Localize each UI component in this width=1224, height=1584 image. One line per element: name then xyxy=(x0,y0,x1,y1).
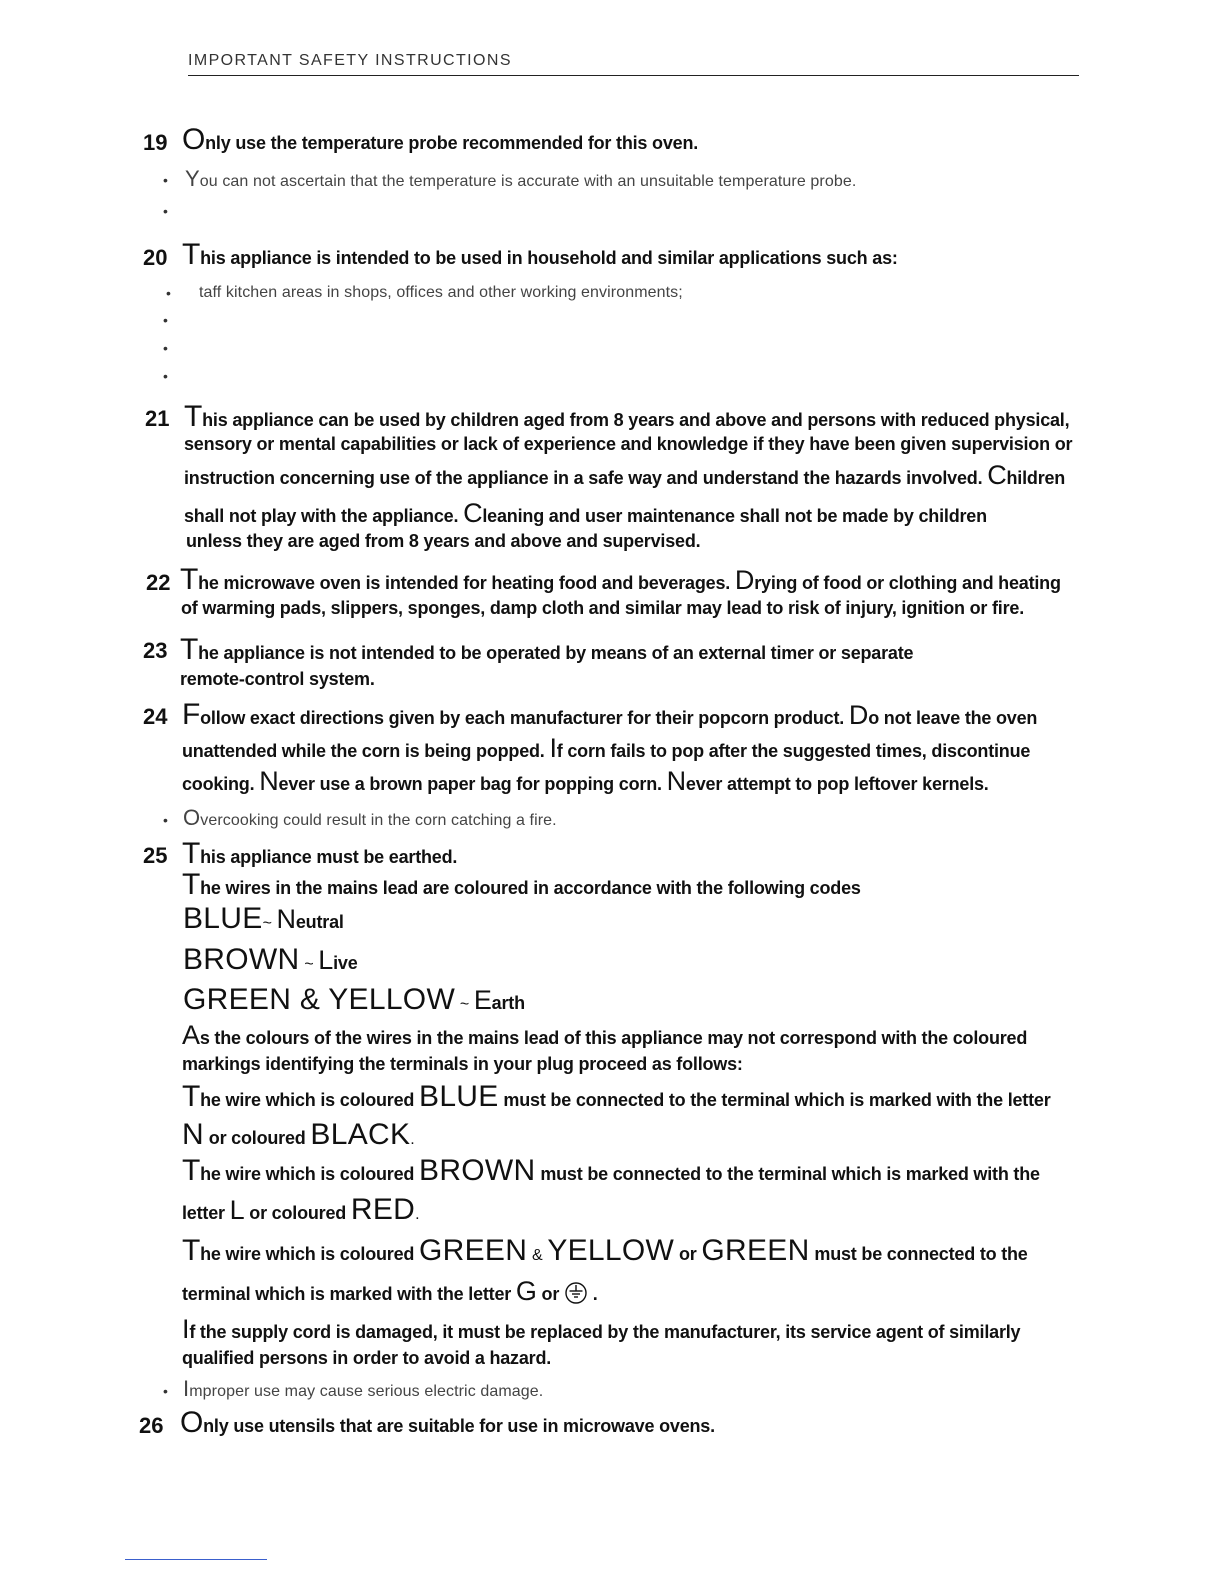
color-code-blue: BLUE~ Neutral xyxy=(183,902,344,935)
item-25-line1: This appliance must be earthed. xyxy=(182,837,458,870)
bullet: • xyxy=(163,368,168,384)
footer-rule xyxy=(125,1559,267,1560)
item-24-line1: Follow exact directions given by each manufacturer for their popcorn product. Do not leave the oven xyxy=(182,698,1038,731)
green-wire-line1: The wire which is coloured GREEN & YELLOW or GREEN must be connected to the xyxy=(182,1234,1028,1267)
item-number-21: 21 xyxy=(145,406,170,431)
bullet: • xyxy=(163,172,168,188)
bullet: • xyxy=(163,203,168,219)
item-23-line2: remote-control system. xyxy=(180,669,375,689)
color-code-brown: BROWN ~ Live xyxy=(183,943,358,976)
item-number-23: 23 xyxy=(143,638,168,663)
item-number-26: 26 xyxy=(139,1413,164,1438)
green-wire-line2: terminal which is marked with the letter G or . xyxy=(182,1276,598,1310)
item-number-22: 22 xyxy=(146,570,171,595)
brown-wire-line1: The wire which is coloured BROWN must be connected to the terminal which is marked with the xyxy=(182,1154,1040,1187)
earth-ground-icon xyxy=(564,1281,588,1310)
item-22-line2: of warming pads, slippers, sponges, damp cloth and similar may lead to risk of injury, ignition or fire. xyxy=(181,598,1025,618)
bullet: • xyxy=(166,285,171,301)
item-21-line1: This appliance can be used by children aged from 8 years and above and persons with reduced physical, xyxy=(184,400,1070,433)
bullet: • xyxy=(163,1383,168,1399)
blue-wire-line2: N or coloured BLACK. xyxy=(182,1118,415,1151)
item-24-line2: unattended while the corn is being popped. If corn fails to pop after the suggested times, discontinue xyxy=(182,733,1031,763)
bullet: • xyxy=(163,812,168,828)
item-number-24: 24 xyxy=(143,704,168,729)
item-20-heading: This appliance is intended to be used in household and similar applications such as: xyxy=(182,238,898,271)
item-number-25: 25 xyxy=(143,843,168,868)
item-26-heading: Only use utensils that are suitable for use in microwave ovens. xyxy=(180,1406,715,1439)
blue-wire-line1: The wire which is coloured BLUE must be connected to the terminal which is marked with the letter xyxy=(182,1080,1051,1113)
bullet: • xyxy=(163,340,168,356)
item-25-as-line1: As the colours of the wires in the mains lead of this appliance may not correspond with the coloured xyxy=(182,1020,1028,1050)
supply-cord-line1: If the supply cord is damaged, it must be replaced by the manufacturer, its service agent of similarly xyxy=(182,1314,1021,1344)
item-21-line5: unless they are aged from 8 years and above and supervised. xyxy=(186,531,701,551)
item-number-19: 19 xyxy=(143,130,168,155)
item-21-line3: instruction concerning use of the appliance in a safe way and understand the hazards involved. Children xyxy=(184,460,1066,490)
bullet: • xyxy=(163,312,168,328)
item-21-line2: sensory or mental capabilities or lack of experience and knowledge if they have been given supervision or xyxy=(184,434,1073,454)
item-21-line4: shall not play with the appliance. Cleaning and user maintenance shall not be made by children xyxy=(184,498,987,528)
brown-wire-line2: letter L or coloured RED. xyxy=(182,1193,420,1226)
item-19-note: You can not ascertain that the temperature is accurate with an unsuitable temperature probe. xyxy=(185,166,857,191)
item-22-line1: The microwave oven is intended for heating food and beverages. Drying of food or clothing and heating xyxy=(180,563,1061,596)
header-rule xyxy=(188,75,1079,76)
item-25-as-line2: markings identifying the terminals in your plug proceed as follows: xyxy=(182,1054,743,1074)
item-24-line3: cooking. Never use a brown paper bag for popping corn. Never attempt to pop leftover kernels. xyxy=(182,766,989,796)
item-19-heading: Only use the temperature probe recommended for this oven. xyxy=(182,123,699,156)
item-number-20: 20 xyxy=(143,245,168,270)
supply-cord-line2: qualified persons in order to avoid a hazard. xyxy=(182,1348,552,1368)
item-20-note: taff kitchen areas in shops, offices and other working environments; xyxy=(199,284,683,301)
item-25-note: Improper use may cause serious electric damage. xyxy=(183,1376,544,1401)
item-23-line1: The appliance is not intended to be operated by means of an external timer or separate xyxy=(180,633,914,666)
item-24-note: Overcooking could result in the corn catching a fire. xyxy=(183,805,557,830)
page-header: IMPORTANT SAFETY INSTRUCTIONS xyxy=(188,52,512,69)
color-code-green-yellow: GREEN & YELLOW ~ Earth xyxy=(183,983,525,1016)
item-25-line2: The wires in the mains lead are coloured in accordance with the following codes xyxy=(182,868,861,901)
